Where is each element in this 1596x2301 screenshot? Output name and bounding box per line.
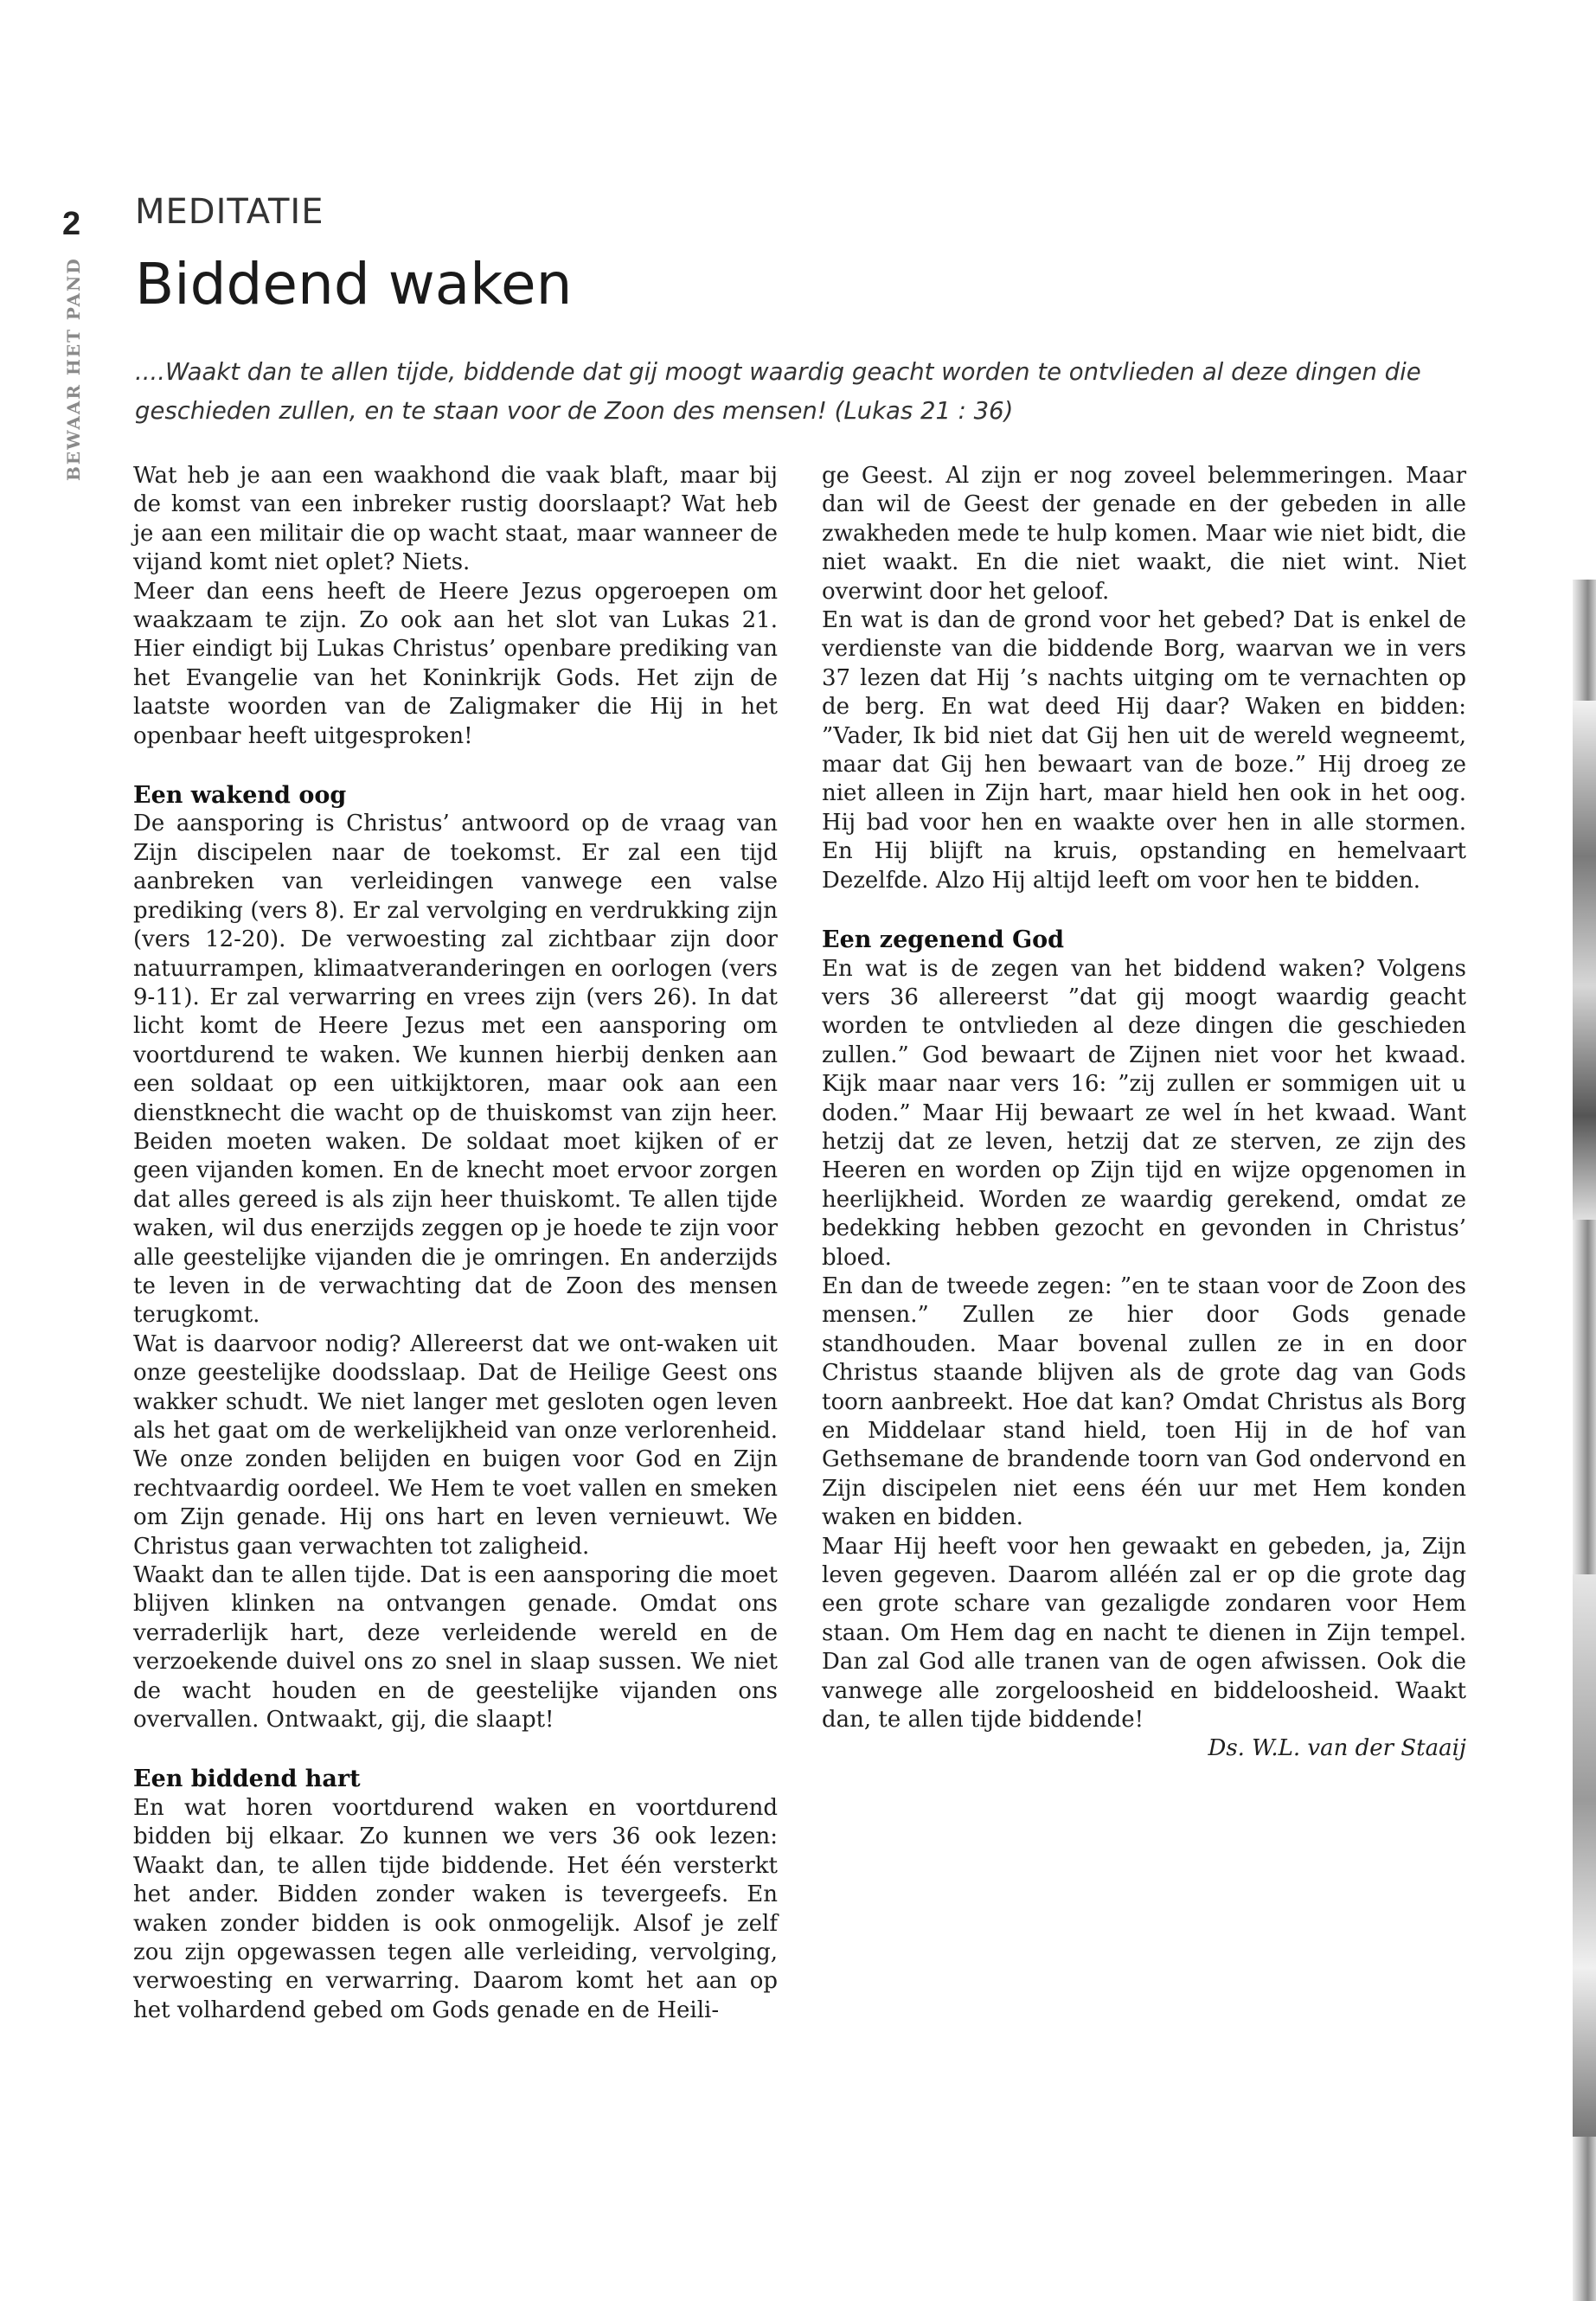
right-column: [822, 462, 1466, 1764]
intro-quote: ....Waakt dan te allen tijde, biddende dat gij moogt waardig geacht worden te ontvlieden al deze dingen die geschieden zullen, en te staan voor de Zoon des mensen! (Lukas 21 : 36): [135, 358, 1421, 425]
paragraph: Wat heb je aan een waakhond die vaak blaft, maar bij de komst van een inbreker rustig doorslaapt? Wat heb je aan een militair die op wacht staat, maar wanneer de vijand komt niet oplet? Niets.: [133, 463, 778, 576]
subheading-zegenend-god: Een zegenend God: [822, 926, 1065, 954]
author-signature: Ds. W.L. van der Staaij: [1208, 1735, 1466, 1762]
paragraph: En wat is de zegen van het biddend waken? Volgens vers 36 allereerst ”dat gij moogt waardig geacht worden te ontvlieden al deze dingen die geschieden zullen.” God bewaart de Zijnen niet voor het kwaad. Kijk maar naar vers 16: ”zij zullen er sommigen uit u doden.” Maar Hij bewaart ze wel ín het kwaad. Want hetzij dat ze leven, hetzij dat ze sterven, ze zijn des Heeren en worden op Zijn tijd en wijze opgenomen in heerlijkheid. Worden ze waardig gerekend, omdat ze bedekking hebben gezocht en gevonden in Christus’ bloed.: [822, 955, 1466, 1271]
paragraph: De aansporing is Christus’ antwoord op de vraag van Zijn discipelen naar de toekomst. Er zal een tijd aanbreken van verleidingen vanwege een valse prediking (vers 8). Er zal vervolging en verdrukking zijn (vers 12-20). De verwoesting zal zichtbaar zijn door natuurrampen, klimaatveranderingen en oorlogen (vers 9-11). Er zal verwarring en vrees zijn (vers 26). In dat licht komt de Heere Jezus met een aansporing om voortdurend te waken. We kunnen hierbij denken aan een soldaat op een uitkijktoren, maar ook aan een dienstknecht die wacht op de thuiskomst van zijn heer. Beiden moeten waken. De soldaat moet kijken of er geen vijanden komen. En de knecht moet ervoor zorgen dat alles gereed is als zijn heer thuiskomt. Te allen tijde waken, wil dus enerzijds zeggen op je hoede te zijn voor alle geestelijke vijanden die je omringen. En anderzijds te leven in de verwachting dat de Zoon des mensen terugkomt.: [133, 811, 778, 1329]
paragraph: Waakt dan te allen tijde. Dat is een aansporing die moet blijven klinken na ontvangen genade. Omdat ons verraderlijk hart, deze verleidende wereld en de verzoekende duivel ons zo snel in slaap sussen. We niet de wacht houden en de geestelijke vijanden ons overvallen. Ontwaakt, gij, die slaapt!: [133, 1562, 778, 1734]
paragraph: En wat horen voortdurend waken en voortdurend bidden bij elkaar. Zo kunnen we vers 36 ook lezen: Waakt dan, te allen tijde biddende. Het één versterkt het ander. Bidden zonder waken is tevergeefs. En waken zonder bidden is ook onmogelijk. Alsof je zelf zou zijn opgewassen tegen alle verleiding, vervolging, verwoesting en verwarring. Daarom komt het aan op het volhardend gebed om Gods genade en de Heili-: [133, 1794, 778, 2023]
paragraph: En wat is dan de grond voor het gebed? Dat is enkel de verdienste van die biddende Borg, waarvan we in vers 37 lezen dat Hij ’s nachts uitging om te vernachten op de berg. En wat deed Hij daar? Waken en bidden: ”Vader, Ik bid niet dat Gij hen uit de wereld wegneemt, maar dat Gij hen bewaart van de boze.” Hij droeg ze niet alleen in Zijn hart, maar hield hen ook in het oog. Hij bad voor hen en waakte over hen in alle stormen. En Hij blijft na kruis, opstanding en hemelvaart Dezelfde. Alzo Hij altijd leeft om voor hen te bidden.: [822, 607, 1466, 894]
photo-edge: [1573, 580, 1596, 2301]
subheading-wakend-oog: Een wakend oog: [133, 782, 347, 810]
paragraph: En dan de tweede zegen: ”en te staan voor de Zoon des mensen.” Zullen ze hier door Gods genade standhouden. Maar bovenal zullen ze in en door Christus staande blijven als de grote dag van Gods toorn aanbreekt. Hoe dat kan? Omdat Christus als Borg en Middelaar stand hield, toen Hij in de hof van Gethsemane de brandende toorn van God ondervond en Zijn discipelen niet eens één uur met Hem konden waken en bidden.: [822, 1272, 1466, 1531]
paragraph: Meer dan eens heeft de Heere Jezus opgeroepen om waakzaam te zijn. Zo ook aan het slot van Lukas 21. Hier eindigt bij Lukas Christus’ openbare prediking van het Evangelie van het Koninkrijk Gods. Het zijn de laatste woorden van de Zaligmaker die Hij in het openbaar heeft uitgesproken!: [133, 578, 778, 749]
paragraph: ge Geest. Al zijn er nog zoveel belemmeringen. Maar dan wil de Geest der genade en der gebeden in alle zwakheden mede te hulp komen. Maar wie niet bidt, die niet waakt. En die niet waakt, die niet wint. Niet overwint door het geloof.: [822, 463, 1466, 605]
paragraph: Wat is daarvoor nodig? Allereerst dat we ont-waken uit onze geestelijke doodsslaap. Dat de Heilige Geest ons wakker schudt. We niet langer met gesloten ogen leven als het gaat om de werkelijkheid van onze verlorenheid. We onze zonden belijden en buigen voor God en Zijn rechtvaardig oordeel. We Hem te voet vallen en smeken om Zijn genade. Hij ons hart en leven vernieuwt. We Christus gaan verwachten tot zaligheid.: [133, 1330, 778, 1560]
publication-side-label: BEWAAR HET PAND: [63, 257, 84, 481]
page-number: 2: [62, 206, 81, 242]
left-column: [133, 462, 778, 2025]
paragraph: Maar Hij heeft voor hen gewaakt en gebeden, ja, Zijn leven gegeven. Daarom alléén zal er op die grote dag een grote schare van gezaligde zondaren voor Hem staan. Om Hem dag en nacht te dienen in Zijn tempel. Dan zal God alle tranen van de ogen afwissen. Ook die vanwege alle zorgeloosheid en biddeloosheid. Waakt dan, te allen tijde biddende!: [822, 1533, 1466, 1734]
section-label: MEDITATIE: [135, 192, 324, 232]
page-title: Biddend waken: [135, 251, 573, 317]
subheading-biddend-hart: Een biddend hart: [133, 1766, 361, 1793]
